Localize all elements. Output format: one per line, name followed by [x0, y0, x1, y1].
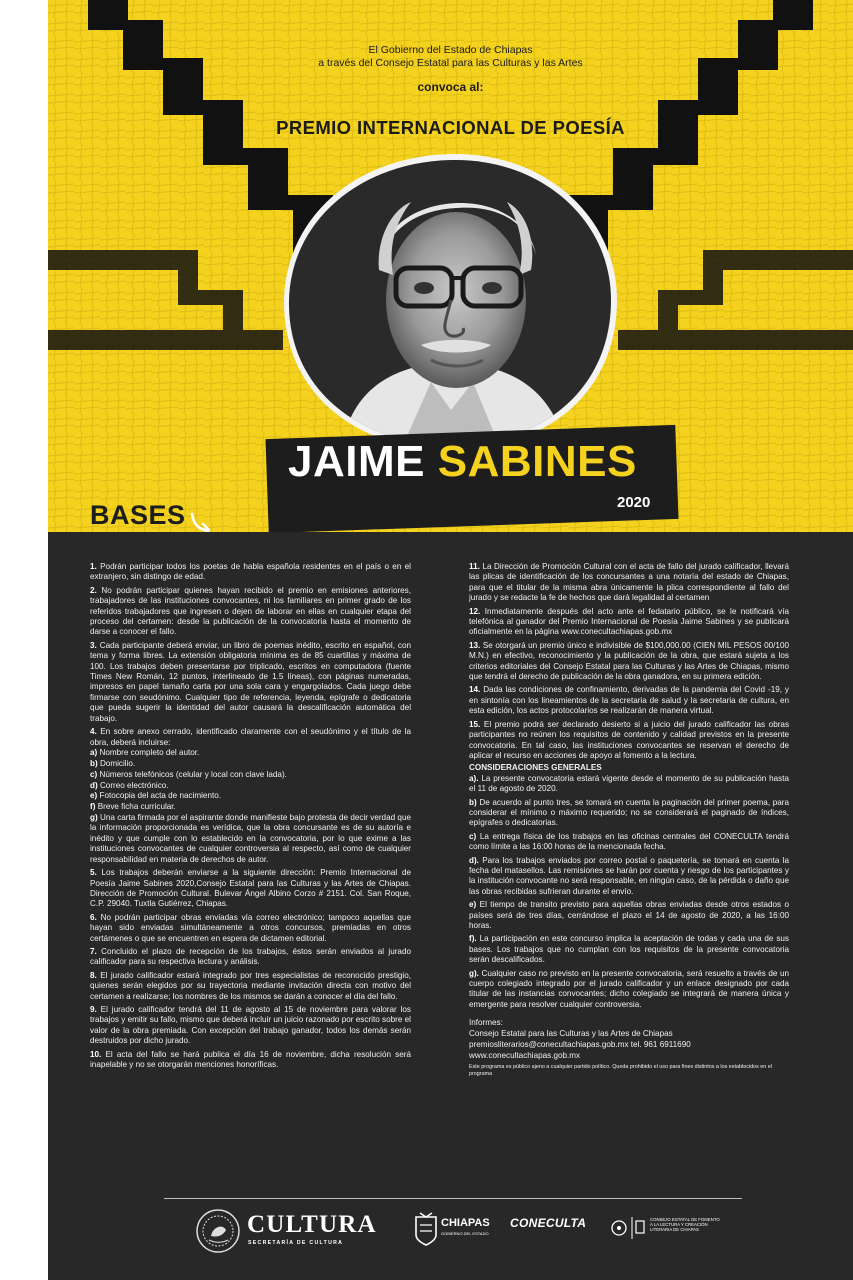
poet-portrait [281, 150, 621, 450]
base-item-text: El acta del fallo se hará publica el día 16 de noviembre, dicha resolución será inapelable y no se otorgarán menciones honoríficas. [90, 1049, 411, 1070]
consideracion-item-number: e) [469, 900, 477, 910]
consideraciones-title: CONSIDERACIONES GENERALES [469, 763, 602, 773]
secretaria-label: SECRETARÍA DE CULTURA [248, 1240, 344, 1246]
base-item-text: Dada las condiciones de confinamiento, derivadas de la pandemia del Covid -19, y en sintonía con los lineamientos de la secretaria de salud y la secretaria de cultura, en esta edición, los actos protocolarios se realizarán de manera virtual. [469, 685, 789, 716]
base-item [90, 562, 411, 583]
base-item-number: d) [90, 780, 98, 790]
base-item-number: 8. [90, 970, 97, 980]
base-item-text: En sobre anexo cerrado, identificado claramente con el seudónimo y el título de la obra, deberá incluirse: [90, 727, 411, 747]
base-item [90, 1050, 411, 1071]
base-item-text: Nombre completo del autor. [99, 748, 200, 758]
base-item-text: Se otorgará un premio único e indivisible de $100,000.00 (CIEN MIL PESOS 00/100 M.N.) en efectivo, reconocimiento y la publicación de la obra, que estará sujeta a los criterios editoriales del Consejo Estatal para las Culturas y las Artes de Chiapas, mismo que tendrá el derecho de publicación de la obra ganadora, en su primera edición. [469, 640, 789, 682]
consideracion-item-text: El tiempo de transito previsto para aquellas obras enviadas desde otros estados o países será de tres días, cerrándose el plazo el 14 de agosto de 2020, a las 16:00 horas. [469, 900, 789, 930]
informes-block [469, 1018, 789, 1077]
chiapas-shield-icon [414, 1211, 438, 1247]
base-item [469, 685, 789, 716]
base-item [90, 641, 411, 724]
consejo-emblem-icon [610, 1213, 646, 1243]
base-item-number: f) [90, 802, 96, 812]
national-seal-icon [195, 1208, 241, 1254]
consideracion-item [469, 856, 789, 898]
bases-items-right [469, 562, 789, 761]
base-item-text: Fotocopia del acta de nacimiento. [99, 791, 221, 801]
base-item-number: a) [90, 748, 98, 758]
base-item-text: Cada participante deberá enviar, un libro de poemas inédito, escrito en español, con tema y forma libres. La extensión obligatoria mínima es de 85 cuartillas y máxima de 100. Los trabajos deben presentarse por triplicado, escritos en computadora (fuente Times New Román, 12 puntos, interlineado de 1.5 líneas), con páginas numeradas, impresos en papel tamaño carta por una sola cara y engargolados. Cada juego debe firmarse con seudónimo. Cualquier tipo de referencia, leyenda, epígrafe o dedicatoria que pueda sugerir la identidad del autor causará la descalificación automática del trabajo. [90, 640, 412, 723]
base-item [90, 802, 411, 812]
base-item [90, 813, 411, 865]
base-item-number: c) [90, 769, 98, 779]
base-item-number: 6. [90, 912, 97, 922]
chiapas-logo [414, 1211, 504, 1251]
base-item-text: Números telefónicos (celular y local con clave lada). [99, 769, 287, 779]
base-item-text: No podrán participar obras enviadas vía correo electrónico; tampoco aquellas que hayan sido enviadas simultáneamente a otros concursos, premiadas en otros certámenes o que se encuentren en espera de dictamen editorial. [90, 912, 411, 943]
base-item-text: El premio podrá ser declarado desierto si a juicio del jurado calificador las obras participantes no reúnen los requisitos de contenido y calidad previstos en la presente convocatoria. En tal caso, las instituciones convocantes se reservan el derecho de aplicar el recurso en acciones de apoyo al fomento a la lectura. [469, 719, 790, 760]
base-item-text: El jurado calificador estará integrado por tres especialistas de reconocido prestigio, quienes serán elegidos por su trayectoria mediante invitación directa con motivo del certamen a realizarse; los nombres de los mismos se darán a conocer el día del fallo. [90, 970, 411, 1001]
base-item-text: Podrán participar todos los poetas de habla española residentes en el país o en el extranjero, sin distingo de edad. [90, 562, 411, 582]
base-item-text: Correo electrónico. [99, 780, 169, 790]
bases-left-column [90, 562, 411, 1070]
base-item [469, 607, 789, 638]
consideracion-item-text: La presente convocatoria estará vigente desde el momento de su publicación hasta el 11 de agosto de 2020. [469, 773, 789, 794]
consideracion-item-number: f). [469, 934, 477, 944]
consideracion-item [469, 934, 789, 965]
bases-right-column [469, 562, 789, 1077]
consideracion-item-text: De acuerdo al punto tres, se tomará en cuenta la paginación del primer poema, para considerar el mínimo o máximo requerido; no se considerará el paginado de índices, epígrafes o dedicatorias. [469, 797, 789, 828]
consideracion-item [469, 969, 789, 1011]
informes-title: Informes: [469, 1018, 503, 1028]
consejo-label: CONSEJO ESTATAL DE FOMENTO A LA LECTURA Y CREACIÓN LITERARIA DE CHIAPAS [650, 1217, 720, 1233]
base-item-number: 11. [469, 562, 480, 571]
base-item-number: 2. [90, 585, 97, 595]
edition-year: 2020 [617, 494, 651, 511]
base-item [90, 770, 411, 780]
curved-arrow-icon [190, 512, 214, 532]
informes-line-2: premiosliterarios@conecultachiapas.gob.mx tel. 961 6911690 [469, 1039, 691, 1049]
consideracion-item [469, 798, 789, 829]
consideracion-item-number: d). [469, 855, 479, 865]
base-item [90, 791, 411, 801]
consideraciones-list [469, 774, 789, 1011]
base-item [469, 562, 789, 604]
consideracion-item [469, 832, 789, 853]
base-item-number: 12. [469, 606, 481, 616]
base-item-number: 14. [469, 685, 481, 695]
poster [48, 0, 853, 1280]
base-item-number: 9. [90, 1004, 97, 1014]
consideracion-item-number: a). [469, 773, 479, 783]
poet-last-name: SABINES [437, 437, 637, 486]
base-item-text: El jurado calificador tendrá del 11 de agosto al 15 de noviembre para valorar los trabajos y emitir su fallo, mismo que deberá incluir un juicio razonado por escrito sobre el valor de la obra premiada. Con excepción del trabajo ganador, todos los demás serán destruidos por dicho jurado. [90, 1004, 411, 1046]
base-item [90, 727, 411, 748]
base-item [90, 947, 411, 968]
consideracion-item-number: b) [469, 797, 477, 807]
coneculta-logo: CONECULTA [510, 1216, 587, 1230]
base-item-number: 7. [90, 946, 97, 956]
base-item [90, 1005, 411, 1047]
consideracion-item-number: c) [469, 831, 477, 841]
base-item [90, 971, 411, 1002]
base-item [90, 748, 411, 758]
consideracion-item [469, 774, 789, 795]
base-item-number: b) [90, 759, 98, 769]
consideracion-item-number: g). [469, 968, 479, 978]
base-item [90, 868, 411, 910]
header-line-1: El Gobierno del Estado de Chiapas [368, 44, 533, 56]
base-item-number: 3. [90, 640, 97, 650]
bases-title: BASES [90, 500, 186, 530]
footer-logos [48, 1208, 853, 1256]
header-line-2: a través del Consejo Estatal para las Culturas y las Artes [318, 57, 583, 69]
disclaimer: Este programa es público ajeno a cualquier partido político. Queda prohibido el uso para fines distintos a los establecidos en el programa [469, 1064, 772, 1077]
base-item [90, 759, 411, 769]
base-item [90, 781, 411, 791]
base-item-number: 1. [90, 562, 97, 571]
poet-name [288, 437, 637, 487]
consideracion-item-text: La entrega física de los trabajos en las oficinas centrales del CONECULTA tendrá como límite a las 16:00 horas de la mencionada fecha. [469, 831, 789, 852]
secretaria-cultura-logo [195, 1208, 395, 1256]
base-item [469, 641, 789, 683]
footer-divider [164, 1198, 742, 1199]
base-item-number: e) [90, 791, 98, 801]
base-item-number: 4. [90, 727, 97, 737]
base-item-number: 5. [90, 868, 97, 878]
consejo-lectura-logo [610, 1213, 720, 1253]
base-item-text: Concluido el plazo de recepción de los trabajos, éstos serán enviados al jurado calificador para su respectiva lectura y análisis. [90, 946, 411, 967]
consideracion-item-text: La participación en este concurso implica la aceptación de todas y cada una de sus bases. Los trabajos que no cumplan con los requisitos de la presente convocatoria serán descalificados. [469, 934, 789, 965]
base-item [90, 913, 411, 944]
informes-line-1: Consejo Estatal para las Culturas y las Artes de Chiapas [469, 1029, 673, 1039]
base-item-text: La Dirección de Promoción Cultural con el acta de fallo del jurado calificador, llevará las plicas de identificación de los concursantes a una notaría del estado de Chiapas, para que el titular de la misma abra únicamente la plica correspondiente al fallo del jurado y se redacte la fe de hechos que dará legalidad al certamen [469, 562, 790, 603]
base-item-number: 15. [469, 719, 481, 729]
consideracion-item-text: Para los trabajos enviados por correo postal o paquetería, se tomará en cuenta la fecha del matasellos. Las remisiones se harán por cuenta y riesgo de los participantes y la institución convocante no será responsable, en ningún caso, de la pérdida o daño que las obras recibidas sufrieran durante el envío. [469, 855, 789, 896]
cultura-wordmark: CULTURA [247, 1211, 377, 1238]
base-item-text: Una carta firmada por el aspirante donde manifieste bajo protesta de decir verdad que la información proporcionada es verídica, que la obra concursante es de su autoría e inédito y que cumple con lo establecido en la convocatoria, por lo que exime a las instituciones convocantes de cualquier controversia al respecto, así como de cualquier responsabilidad en materia de derechos de autor. [90, 813, 411, 864]
chiapas-sub: GOBIERNO DEL ESTADO [441, 1231, 489, 1236]
consideracion-item-text: Cualquier caso no previsto en la presente convocatoria, será resuelto a través de un cuerpo colegiado integrado por el jurado calificador y un enlace designado por cada titular de las instancias convocantes; dicho colegiado se integrará de manera única y emergente para resolver cualquier controversia. [469, 968, 790, 1009]
base-item [90, 586, 411, 638]
premio-title: PREMIO INTERNACIONAL DE POESÍA [276, 117, 625, 138]
base-item-number: g) [90, 813, 98, 823]
base-item-number: 10. [90, 1049, 102, 1059]
chiapas-wordmark: CHIAPAS [441, 1217, 490, 1229]
poet-first-name: JAIME [288, 437, 425, 486]
base-item-text: No podrán participar quienes hayan recibido el premio en emisiones anteriores, trabajadores de las instituciones convocantes, ni los familiares en primer grado de los referidos trabajadores que ingresen o dejen de laborar en ellas en cualquier etapa del proceso del certamen: desde la publicación de la convocatoria hasta el momento de darse a conocer el fallo. [90, 585, 412, 637]
base-item-number: 13. [469, 640, 481, 650]
convoca-label: convoca al: [417, 80, 484, 94]
base-item-text: Los trabajos deberán enviarse a la siguiente dirección: Premio Internacional de Poesía Jaime Sabines 2020,Consejo Estatal para las Culturas y las Artes de Chiapas. Dirección de Promoción Cultural. Bulevar Ángel Albino Corzo # 2151. Col. San Roque, C.P. 29040. Tuxtla Gutiérrez, Chiapas. [90, 868, 411, 909]
consideracion-item [469, 900, 789, 931]
base-item [469, 720, 789, 762]
informes-line-3: www.conecultachiapas.gob.mx [469, 1050, 581, 1060]
header-banner [48, 0, 853, 532]
base-item-text: Breve ficha curricular. [97, 802, 176, 812]
base-item-text: Domicilio. [99, 759, 136, 769]
base-item-text: Inmediatamente después del acto ante el fedatario público, se le notificará vía telefónica al ganador del Premio Internacional de Poesía Jaime Sabines y se publicará oficialmente en la página www.conecultachiapas.gob.mx [469, 606, 789, 637]
